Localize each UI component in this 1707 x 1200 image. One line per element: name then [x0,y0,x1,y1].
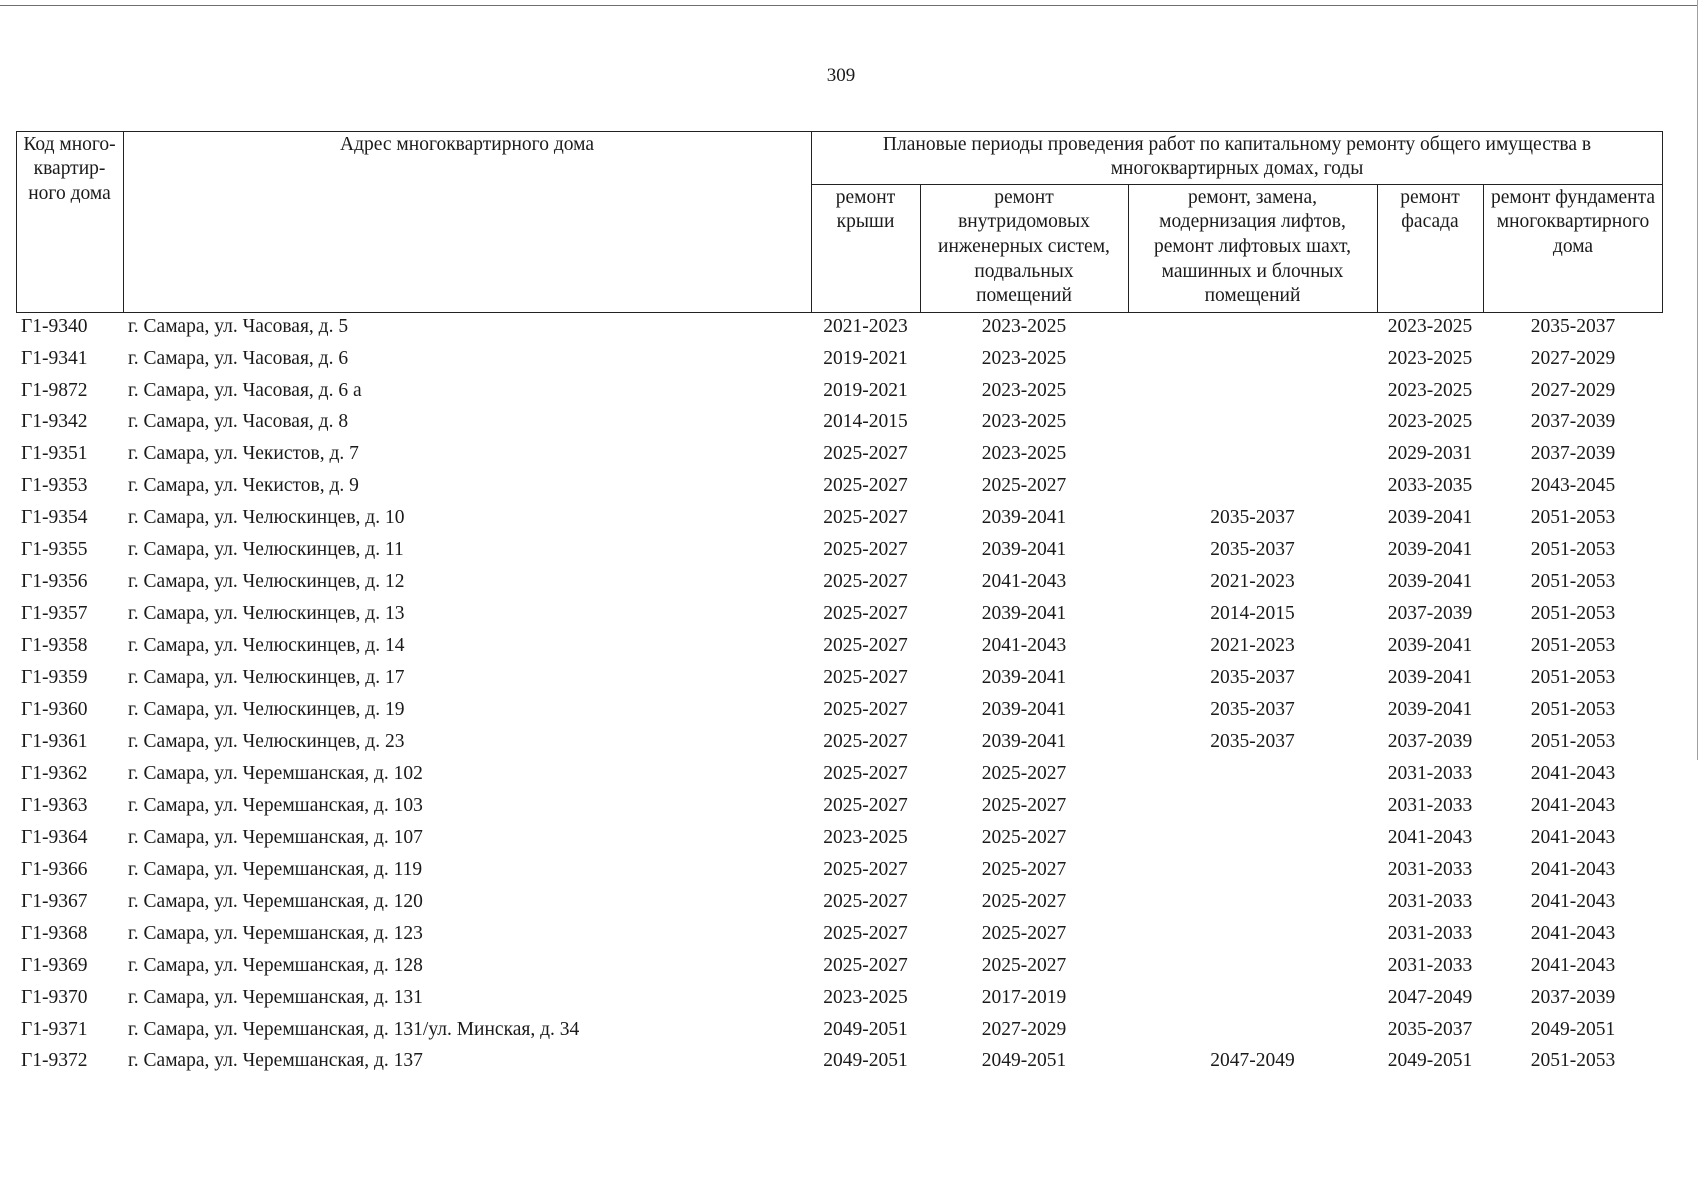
cell-address: г. Самара, ул. Челюскинцев, д. 12 [128,571,405,593]
page-number: 309 [826,65,856,86]
cell-code: Г1-9370 [21,986,88,1008]
cell-lifts: 2035-2037 [1210,730,1295,752]
cell-address: г. Самара, ул. Челюскинцев, д. 17 [128,667,405,689]
table-row [0,822,1700,854]
cell-foundation: 2043-2045 [1530,475,1616,497]
cell-roof: 2021-2023 [823,315,908,337]
header-code [16,131,123,207]
cell-lifts: 2035-2037 [1210,699,1295,720]
table-row [0,343,1700,375]
cell-address: г. Самара, ул. Челюскинцев, д. 11 [128,539,404,561]
cell-facade: 2023-2025 [1387,315,1473,337]
cell-code: Г1-9366 [21,858,88,880]
header-periods-line: многоквартирных домах, годы [1110,158,1364,180]
cell-facade: 2047-2049 [1387,986,1473,1008]
header-address [123,131,811,157]
cell-facade: 2035-2037 [1387,1018,1473,1040]
cell-roof: 2019-2021 [823,347,908,369]
cell-engineering: 2039-2041 [981,699,1067,720]
table-row [0,534,1700,566]
cell-facade: 2023-2025 [1387,347,1473,369]
cell-roof: 2049-2051 [823,1050,908,1072]
header-engineering-line: инженерных систем, [938,235,1110,257]
cell-roof: 2014-2015 [823,411,908,433]
cell-foundation: 2027-2029 [1530,347,1616,369]
header-lifts-line: ремонт лифтовых шахт, [1154,235,1351,257]
cell-engineering: 2023-2025 [981,315,1067,337]
cell-address: г. Самара, ул. Черемшанская, д. 137 [128,1050,423,1072]
cell-facade: 2031-2033 [1387,922,1473,944]
cell-foundation: 2049-2051 [1530,1018,1616,1040]
table-row [0,950,1700,982]
table-row [0,311,1700,343]
cell-engineering: 2039-2041 [981,667,1067,689]
cell-engineering: 2025-2027 [981,794,1067,816]
cell-facade: 2023-2025 [1387,379,1473,401]
cell-foundation: 2051-2053 [1530,539,1616,561]
cell-lifts: 2021-2023 [1210,571,1295,593]
cell-engineering: 2041-2043 [981,571,1067,593]
header-facade-line: фасада [1401,211,1459,233]
cell-address: г. Самара, ул. Часовая, д. 5 [128,315,349,337]
cell-foundation: 2041-2043 [1530,922,1616,944]
cell-address: г. Самара, ул. Черемшанская, д. 119 [128,858,423,880]
cell-address: г. Самара, ул. Черемшанская, д. 102 [128,762,423,784]
cell-engineering: 2023-2025 [981,347,1067,369]
cell-foundation: 2041-2043 [1530,794,1616,816]
header-lifts-line: помещений [1204,285,1301,307]
cell-address: г. Самара, ул. Чекистов, д. 7 [128,443,359,465]
cell-lifts [1128,854,1377,886]
cell-address: г. Самара, ул. Челюскинцев, д. 10 [128,507,405,529]
header-code-line: квартир- [33,158,106,180]
cell-engineering: 2041-2043 [981,635,1067,657]
header-foundation [1483,184,1663,260]
table-row [0,1014,1700,1046]
cell-facade: 2033-2035 [1387,475,1473,497]
header-address-label: Адрес многоквартирного дома [340,133,594,155]
cell-address: г. Самара, ул. Черемшанская, д. 123 [128,922,423,944]
header-foundation-line: многоквартирного [1496,211,1650,233]
cell-engineering: 2039-2041 [981,730,1067,752]
cell-roof: 2025-2027 [823,762,908,784]
cell-lifts [1128,438,1377,470]
cell-code: Г1-9364 [21,826,88,848]
cell-facade: 2039-2041 [1387,635,1473,657]
cell-code: Г1-9361 [21,730,88,752]
header-lifts-line: модернизация лифтов, [1159,211,1346,233]
cell-roof: 2023-2025 [823,826,908,848]
cell-roof: 2025-2027 [823,954,908,976]
cell-code: Г1-9369 [21,954,88,976]
cell-foundation: 2037-2039 [1530,986,1616,1008]
cell-code: Г1-9356 [21,571,88,593]
cell-facade: 2031-2033 [1387,858,1473,880]
cell-engineering: 2025-2027 [981,826,1067,848]
cell-roof: 2025-2027 [823,603,908,625]
cell-lifts [1128,886,1377,918]
cell-code: Г1-9355 [21,539,88,561]
table-row [0,630,1700,662]
cell-foundation: 2051-2053 [1530,571,1616,593]
cell-roof: 2023-2025 [823,986,908,1008]
cell-facade: 2049-2051 [1387,1050,1473,1072]
cell-engineering: 2049-2051 [981,1050,1067,1072]
cell-facade: 2023-2025 [1387,411,1473,433]
cell-code: Г1-9358 [21,635,88,657]
table-row [0,982,1700,1014]
cell-roof: 2025-2027 [823,858,908,880]
cell-code: Г1-9359 [21,667,88,689]
scan-edge-line-top [0,5,1698,6]
header-facade [1377,184,1483,235]
cell-address: г. Самара, ул. Часовая, д. 6 а [128,379,362,401]
cell-foundation: 2051-2053 [1530,667,1616,689]
cell-lifts [1128,375,1377,407]
header-roof-line: ремонт [835,186,896,208]
cell-lifts [1128,1014,1377,1046]
cell-address: г. Самара, ул. Челюскинцев, д. 23 [128,730,405,752]
cell-lifts: 2014-2015 [1210,603,1295,625]
cell-address: г. Самара, ул. Часовая, д. 8 [128,411,349,433]
header-facade-line: ремонт [1400,186,1460,208]
cell-lifts: 2021-2023 [1210,635,1295,657]
cell-roof: 2025-2027 [823,794,908,816]
cell-engineering: 2027-2029 [981,1018,1067,1040]
cell-address: г. Самара, ул. Черемшанская, д. 131 [128,986,423,1008]
header-engineering-line: подвальных [974,260,1074,282]
cell-code: Г1-9342 [21,411,88,433]
cell-engineering: 2039-2041 [981,603,1067,625]
cell-roof: 2049-2051 [823,1018,908,1040]
cell-lifts [1128,758,1377,790]
cell-code: Г1-9360 [21,699,88,720]
cell-roof: 2025-2027 [823,475,908,497]
cell-roof: 2025-2027 [823,730,908,752]
cell-engineering: 2023-2025 [981,411,1067,433]
cell-foundation: 2051-2053 [1530,699,1616,720]
table-row [0,694,1700,726]
cell-lifts: 2047-2049 [1210,1050,1295,1072]
header-engineering-line: помещений [976,285,1072,307]
cell-facade: 2031-2033 [1387,794,1473,816]
cell-code: Г1-9368 [21,922,88,944]
cell-address: г. Самара, ул. Черемшанская, д. 131/ул. Минская, д. 34 [128,1018,580,1040]
header-lifts-line: машинных и блочных [1161,260,1344,282]
header-code-line: Код много- [23,133,116,155]
cell-foundation: 2037-2039 [1530,443,1616,465]
cell-engineering: 2025-2027 [981,858,1067,880]
header-roof-line: крыши [836,211,895,233]
cell-facade: 2041-2043 [1387,826,1473,848]
cell-roof: 2025-2027 [823,443,908,465]
cell-engineering: 2025-2027 [981,954,1067,976]
table-row [0,566,1700,598]
cell-code: Г1-9351 [21,443,88,465]
cell-roof: 2025-2027 [823,635,908,657]
cell-roof: 2025-2027 [823,507,908,529]
cell-facade: 2039-2041 [1387,571,1473,593]
table-row [0,790,1700,822]
cell-engineering: 2025-2027 [981,475,1067,497]
cell-engineering: 2025-2027 [981,922,1067,944]
cell-code: Г1-9367 [21,890,88,912]
header-engineering [920,184,1128,309]
header-lifts [1128,184,1377,309]
cell-lifts [1128,406,1377,438]
cell-code: Г1-9363 [21,794,88,816]
cell-lifts [1128,950,1377,982]
cell-lifts [1128,918,1377,950]
cell-roof: 2025-2027 [823,667,908,689]
cell-engineering: 2039-2041 [981,539,1067,561]
cell-foundation: 2027-2029 [1530,379,1616,401]
cell-engineering: 2025-2027 [981,762,1067,784]
header-lifts-line: ремонт, замена, [1187,186,1318,208]
table-row [0,758,1700,790]
table-row [0,502,1700,534]
cell-address: г. Самара, ул. Черемшанская, д. 103 [128,794,423,816]
cell-lifts [1128,343,1377,375]
cell-foundation: 2041-2043 [1530,954,1616,976]
cell-lifts: 2035-2037 [1210,507,1295,529]
cell-code: Г1-9357 [21,603,88,625]
cell-address: г. Самара, ул. Часовая, д. 6 [128,347,349,369]
header-code-line: ного дома [28,182,111,204]
header-foundation-line: дома [1552,235,1594,257]
cell-engineering: 2039-2041 [981,507,1067,529]
cell-lifts [1128,982,1377,1014]
cell-address: г. Самара, ул. Челюскинцев, д. 13 [128,603,405,625]
cell-engineering: 2017-2019 [981,986,1067,1008]
cell-facade: 2031-2033 [1387,890,1473,912]
cell-roof: 2025-2027 [823,699,908,720]
cell-engineering: 2023-2025 [981,443,1067,465]
table-row [0,375,1700,407]
header-periods [811,131,1663,182]
cell-code: Г1-9340 [21,315,88,337]
cell-foundation: 2051-2053 [1530,635,1616,657]
header-engineering-line: внутридомовых [958,211,1090,233]
cell-facade: 2029-2031 [1387,443,1473,465]
cell-code: Г1-9354 [21,507,88,529]
cell-facade: 2031-2033 [1387,762,1473,784]
header-periods-line: Плановые периоды проведения работ по капитальному ремонту общего имущества в [882,133,1592,155]
cell-foundation: 2051-2053 [1530,730,1616,752]
table-row [0,598,1700,630]
table-row [0,918,1700,950]
table-row [0,886,1700,918]
cell-facade: 2039-2041 [1387,699,1473,720]
cell-roof: 2025-2027 [823,539,908,561]
cell-code: Г1-9372 [21,1050,88,1072]
table-row [0,406,1700,438]
cell-lifts [1128,790,1377,822]
table-row [0,438,1700,470]
cell-lifts [1128,822,1377,854]
cell-code: Г1-9872 [21,379,88,401]
cell-address: г. Самара, ул. Челюскинцев, д. 14 [128,635,405,657]
table-row [0,854,1700,886]
header-roof [811,184,920,235]
cell-foundation: 2041-2043 [1530,826,1616,848]
cell-lifts: 2035-2037 [1210,539,1295,561]
header-foundation-line: ремонт фундамента [1490,186,1656,208]
table-row [0,662,1700,694]
header-engineering-line: ремонт [994,186,1054,208]
cell-lifts [1128,311,1377,343]
cell-facade: 2039-2041 [1387,507,1473,529]
cell-address: г. Самара, ул. Чекистов, д. 9 [128,475,359,497]
table-row [0,470,1700,502]
cell-address: г. Самара, ул. Челюскинцев, д. 19 [128,699,405,720]
cell-roof: 2025-2027 [823,571,908,593]
cell-foundation: 2041-2043 [1530,858,1616,880]
cell-foundation: 2035-2037 [1530,315,1616,337]
cell-address: г. Самара, ул. Черемшанская, д. 120 [128,890,423,912]
cell-facade: 2031-2033 [1387,954,1473,976]
cell-roof: 2025-2027 [823,890,908,912]
cell-foundation: 2041-2043 [1530,762,1616,784]
cell-lifts: 2035-2037 [1210,667,1295,689]
cell-foundation: 2051-2053 [1530,1050,1616,1072]
cell-foundation: 2037-2039 [1530,411,1616,433]
cell-foundation: 2051-2053 [1530,507,1616,529]
cell-roof: 2019-2021 [823,379,908,401]
cell-code: Г1-9353 [21,475,88,497]
cell-code: Г1-9341 [21,347,88,369]
cell-foundation: 2041-2043 [1530,890,1616,912]
cell-code: Г1-9362 [21,762,88,784]
cell-lifts [1128,470,1377,502]
cell-facade: 2037-2039 [1387,730,1473,752]
cell-facade: 2039-2041 [1387,539,1473,561]
table-row [0,1045,1700,1077]
cell-code: Г1-9371 [21,1018,88,1040]
cell-address: г. Самара, ул. Черемшанская, д. 128 [128,954,423,976]
cell-engineering: 2023-2025 [981,379,1067,401]
cell-facade: 2037-2039 [1387,603,1473,625]
cell-facade: 2039-2041 [1387,667,1473,689]
header-divider [123,131,124,313]
table-row [0,726,1700,758]
cell-foundation: 2051-2053 [1530,603,1616,625]
cell-address: г. Самара, ул. Черемшанская, д. 107 [128,826,423,848]
cell-roof: 2025-2027 [823,922,908,944]
cell-engineering: 2025-2027 [981,890,1067,912]
